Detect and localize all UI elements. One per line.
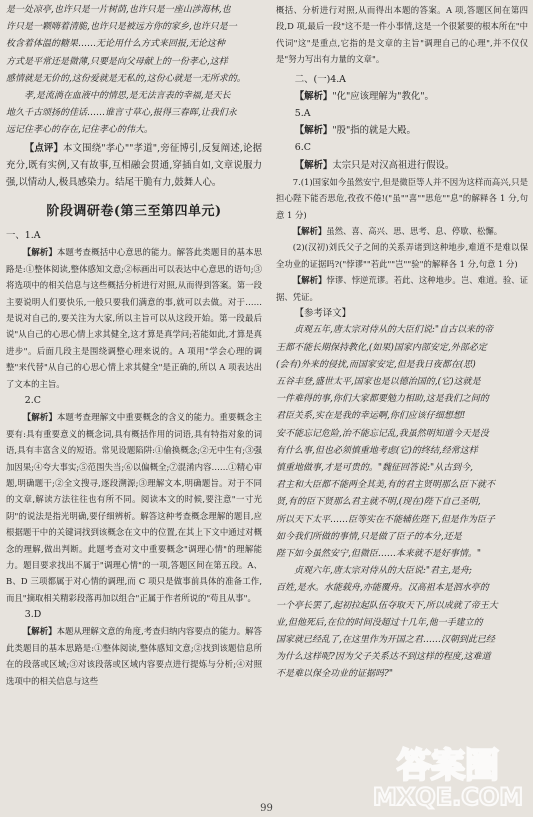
analysis-tag: 【解析】 [22,412,57,423]
text-line: 是一处凉亭,也许只是一片树荫,也许只是一座山涉海林,也 [6,5,231,15]
answer-paragraph: (2)(汉初)刘氏父子之间的关系弄诸到这种地步,难道不是难以保全功业的证据吗?("悖谬""若此""岂""验"的解释各 1 分,句意 1 分) [276,242,528,269]
text-line: 陛下如今虽然安宁,但微臣……本来就不是好事情。" [276,548,482,559]
right-column [276,2,528,684]
analysis-text: 悖谬、悖逆荒谬。若此、这种地步。岂、难道。验、证据、凭证。 [276,275,529,302]
analysis-paragraph [276,88,528,105]
essay-continuation [6,2,262,140]
analysis-paragraph [276,157,528,174]
text-line: 如今我们所做的事情,只是做了臣子的本分,还是 [276,531,462,542]
analysis-tag: 【解析】 [294,125,333,137]
answer-label: 6.C [294,142,311,154]
answer-label: 3.D [24,609,42,621]
continuation-text: 概括、分析进行对照,从而得出本题的答案。A 项,答题区间在第四段,D 项,最后一段"这不是一件小事情,这是一个很紧要的根本所在"中代词"这"是重点,它指的是文章的主旨"调理自己的心理",并不仅仅是"努力写出有力量的文章"。 [276,5,528,65]
analysis-tag: 【解析】 [294,90,333,102]
analysis-text: 虽然、喜、高兴、思、思考、息、停歇、松懈。 [326,226,503,237]
text-line: 地久千古颂扬的佳话……谁言寸草心,报得三春晖,让我们永 [6,108,237,119]
analysis-text: "殷"指的就是大殿。 [332,125,416,137]
text-line: 许只是一颗嗨着清脆,也许只是被远方你的家乡,也许只是一 [6,22,237,33]
text-line: 不是难以保全功业的证据吗?" [276,669,393,680]
left-column [6,2,262,689]
analysis-paragraph [6,244,262,392]
comment-tag: 【点评】 [24,142,64,154]
watermark-main-text: 答案圈 [397,746,499,786]
text-line: 贤,有的臣下贤那么君主就不明,(现在)陛下自己圣明, [276,497,481,508]
analysis-paragraph [6,409,262,606]
analysis-tag: 【解析】 [22,247,57,258]
text-line: 贞观六年,唐太宗对侍从的大臣说:"君主,是舟; [294,566,472,577]
answer-label: 一、1.A [6,230,41,242]
analysis-tag: 【解析】 [294,159,333,171]
answer-label: 二、(一)4.A [294,73,346,85]
analysis-text: 太宗只是对汉高祖进行假设。 [332,159,455,171]
text-line: 百姓,是水。水能载舟,亦能覆舟。汉高祖本是泗水亭的 [276,583,489,594]
text-line: (会有)外来的侵扰,而国家安定,但是我日夜都在(思) [276,359,476,370]
watermark-logo [373,733,523,811]
analysis-text: 本题从理解文意的角度,考查归纳内容要点的能力。解答此类题目的基本思路是:①整体阅读,整体感知文意;②找到该题信息所在的段落或区域;③对该段落或区域内容要点进行提炼与分析;④对照选项中的相关信息与这些 [6,626,262,686]
comment-text: 本文围绕"孝心""孝道",旁征博引,反复阐述,论据充分,既有实例,又有故事,互相融会贯通,穿插自如,文章说服力强,以情动人,极具感染力。结尾干脆有力,鼓舞人心。 [6,142,262,189]
analysis-tag: 【解析】 [292,226,327,237]
analysis-paragraph [6,623,262,689]
reference-translation-label: 【参考译文】 [294,308,352,320]
comment-paragraph [6,140,262,192]
text-line: 业,但他死后,在位的时间没超过十几年,他一手建立的 [276,617,483,628]
watermark-sub-text: MXQE.COM [373,783,523,811]
text-line: 国家就已经乱了,在这里作为开国之君……汉朝到此已经 [276,634,495,645]
text-line: 一个亭长罢了,起初拉起队伍夺取天下,所以成就了帝王大 [276,600,498,611]
section-title: 阶段调研卷(第三至第四单元) [46,204,222,220]
text-line: 孝,是流淌在血液中的情思,是无法言表的幸福,是天长 [24,91,231,102]
analysis-paragraph [276,272,528,305]
answer-paragraph: 7.(1)国家如今虽然安宁,但是微臣等人并不因为这样而高兴,只是担心陛下能否思危,孜孜不倦!("虽""喜""思危""息"的解释各 1 分,句意 1 分) [276,176,528,220]
analysis-text: 本题考查理解文中重要概念的含义的能力。重要概念主要有:具有重要意义的概念词,具有概括作用的词语,具有特指对象的词语,具有丰富含义的短语。常见设题陷阱:①偷换概念;②无中生有;③强加因果;④夸大事实;⑤范围失当;⑥以偏概全;⑦混淆内容……①精心审题,明确题干;②全文搜寻,逐段溯源;③理解文本,明确题旨。对于不同的文章,解读方法往往也有所不同。阅读本文的时候,要注意"一寸光阴"的说法是指光明确,要仔细辨析。解答这种考查概念理解的题目,应根据题干中的关键词找到该概念在文中的位置,在其上下文中通过对概念的理解,做出判断。此题考查对文中重要概念"调理心情"的理解能力。题目要求找出不属于"调理心情"的一项,答题区间在第五段。A、B、D 三项都属于对心情的调理,而 C 项只是做事前具体的准备工作,而且"摘取相关精彩段落再加以组合"正属于作者所说的"苟且从事"。 [6,412,263,603]
analysis-paragraph [276,122,528,139]
text-line: 枚含着体温的糖果……无论用什么方式来回报,无论这种 [6,39,225,50]
text-line: 方式是平常还是微薄,只要是向父母献上的一份孝心,这样 [6,56,228,67]
answer-label: 2.C [24,395,41,407]
text-line: 有什么事,但也必须慎重地考虑(它)的终结,经常这样 [276,445,478,456]
analysis-tag: 【解析】 [292,275,327,286]
text-line: 君臣关系,实在是我的幸运啊,你们应该仔细想想! [276,411,466,422]
text-line: 王都不能长期保持教化,(如果)国家内部安定,外部必定 [276,342,487,353]
text-line: 感情就是无价的,这份爱就是无私的,这份心就是一无所求的。 [6,73,246,84]
analysis-tag: 【解析】 [22,626,57,637]
page-number: 99 [260,803,273,814]
text-line: 为什么这样呢?因为父子关系达不到这样的程度,这难道 [276,652,491,663]
analysis-text: "化"应该理解为"教化"。 [332,90,434,102]
text-line: 慎重地做事,才是可贵的。"魏征回答说:"从古到今, [276,462,474,473]
text-line: 贞观五年,唐太宗对侍从的大臣们说:"自古以来的帝 [294,325,494,336]
text-line: 五谷丰登,盛世太平,国家也是以德治国的,(它)这就是 [276,376,481,387]
text-line: 远记住孝心的存在,记住孝心的伟大。 [6,125,153,136]
analysis-paragraph [276,223,528,239]
analysis-text: 本题考查概括中心意思的能力。解答此类题目的基本思路是:①整体阅读,整体感知文意;②标画出可以表达中心意思的语句;③将选项中的相关信息与这些概括分析进行对照,从而得到答案。第一段主要说明人们要快乐,一般只要我们满意的事,就可以去做。对于……是说对自己的,要关注为大家,所以主旨可以从这段开始。第一段最后说"从自己的心思心情上求其健全,这才算是真学问;若能如此,才算是真进步"。后面几段主是围绕调整心理来说的。A 项用"学会心理的调整"来代替"从自己的心思心情上求其健全"是正确的,所以 A 项表达出了文本的主旨。 [6,247,263,389]
reference-translation [276,322,528,683]
text-line: 君主和大臣都不能两全其美,有的君主贤明那么臣下就不 [276,480,495,491]
text-line: 所以天下太平……臣等实在不能辅佐陛下,但是作为臣子 [276,514,495,525]
text-line: 安不能忘记危险,治不能忘记乱,我虽然明知道今天是没 [276,428,489,439]
text-line: 一件难得的事,你们大家都要勉力相助,这是我们之间的 [276,394,489,405]
answer-label: 5.A [294,108,311,120]
